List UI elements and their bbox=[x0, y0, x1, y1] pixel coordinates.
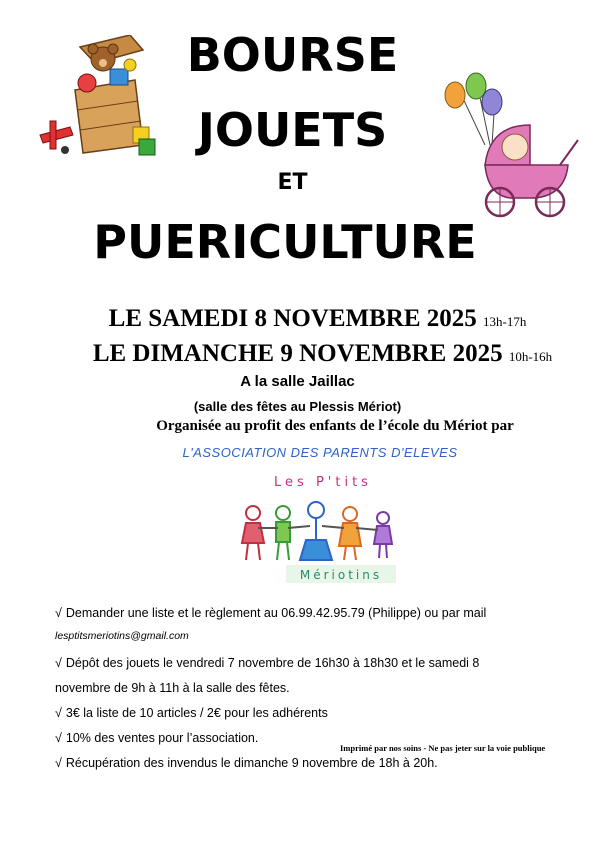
date-sunday-label: LE DIMANCHE 9 NOVEMBRE 2025 bbox=[92, 340, 503, 367]
date-saturday-hours: 13h-17h bbox=[483, 314, 527, 329]
venue: A la salle Jaillac bbox=[240, 373, 355, 390]
check-mark-icon: √ bbox=[55, 706, 62, 720]
check-mark-icon: √ bbox=[55, 606, 62, 620]
info-deposit-continued: novembre de 9h à 11h à la salle des fêtes. bbox=[55, 681, 290, 695]
print-footnote: Imprimé par nos soins - Ne pas jeter sur la voie publique bbox=[340, 743, 546, 753]
title-jouets: JOUETS bbox=[197, 103, 388, 157]
check-mark-icon: √ bbox=[55, 731, 62, 745]
info-line-commission bbox=[55, 731, 258, 745]
info-commission-text: 10% des ventes pour l’association. bbox=[65, 731, 259, 745]
date-sunday-hours: 10h-16h bbox=[508, 349, 553, 364]
title-bourse: BOURSE bbox=[186, 28, 399, 82]
info-line-pickup bbox=[55, 756, 438, 770]
venue-detail: (salle des fêtes au Plessis Mériot) bbox=[193, 399, 402, 414]
association-logo bbox=[228, 468, 408, 588]
date-saturday-label: LE SAMEDI 8 NOVEMBRE 2025 bbox=[108, 305, 477, 332]
info-deposit-text: Dépôt des jouets le vendredi 7 novembre de 16h30 à 18h30 et le samedi 8 bbox=[65, 656, 480, 670]
title-et: ET bbox=[277, 170, 308, 195]
logo-text-bottom: Mériotins bbox=[299, 568, 383, 582]
date-saturday bbox=[20, 305, 595, 333]
info-line-deposit bbox=[55, 656, 479, 670]
organizer: Organisée au profit des enfants de l’école du Mériot par bbox=[156, 418, 514, 434]
info-pickup-text: Récupération des invendus le dimanche 9 novembre de 18h à 20h. bbox=[65, 756, 438, 770]
info-price-text: 3€ la liste de 10 articles / 2€ pour les adhérents bbox=[65, 706, 328, 720]
info-list-text: Demander une liste et le règlement au 06.99.42.95.79 (Philippe) ou par mail bbox=[65, 606, 487, 620]
check-mark-icon: √ bbox=[55, 756, 62, 770]
info-email: lesptitsmeriotins@gmail.com bbox=[55, 630, 189, 642]
check-mark-icon: √ bbox=[55, 656, 62, 670]
logo-text-top: Les P'tits bbox=[274, 475, 372, 490]
association-name: L'ASSOCIATION DES PARENTS D'ELEVES bbox=[182, 445, 458, 460]
info-line-price bbox=[55, 706, 328, 720]
kid-figures bbox=[242, 502, 392, 560]
info-line-list bbox=[55, 606, 486, 620]
title-puericulture: PUERICULTURE bbox=[93, 215, 477, 269]
date-sunday bbox=[25, 340, 595, 368]
